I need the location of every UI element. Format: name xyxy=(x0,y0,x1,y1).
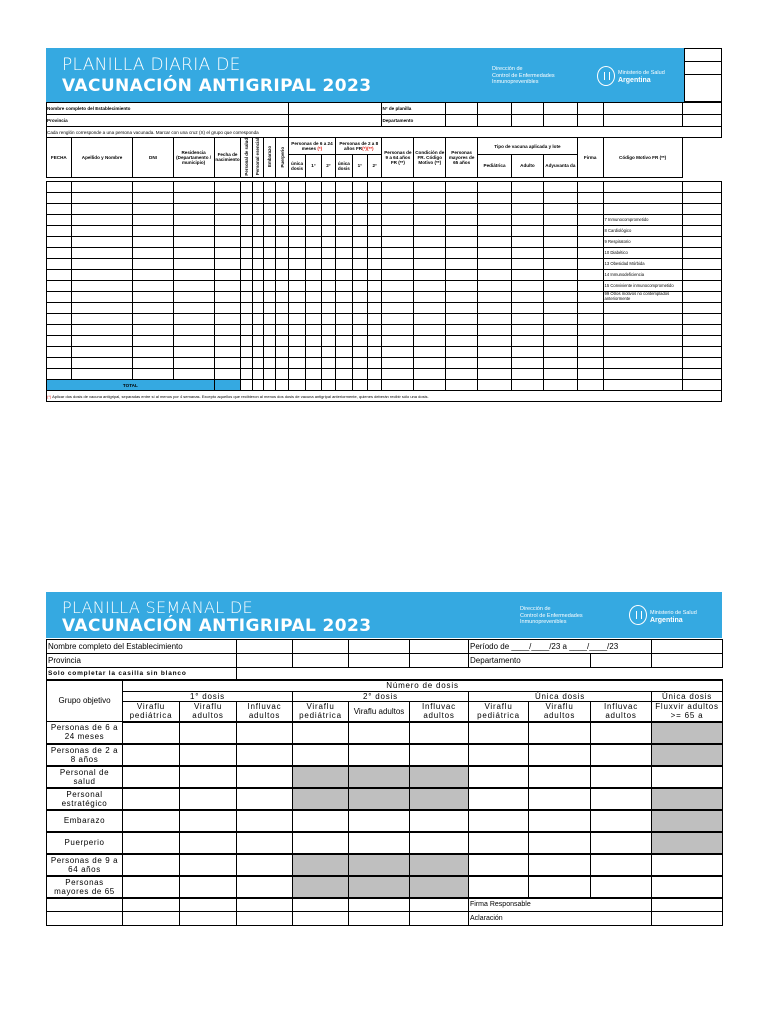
weekly-cell[interactable] xyxy=(410,832,469,854)
weekly-note: Solo completar la casilla sin blanco xyxy=(47,668,237,680)
weekly-cell-disabled xyxy=(652,722,723,744)
weekly-cell[interactable] xyxy=(349,832,410,854)
col-firma: Firma xyxy=(577,138,603,178)
total-label: TOTAL xyxy=(47,380,215,391)
weekly-cell[interactable] xyxy=(349,744,410,766)
department-label: Departamento xyxy=(382,115,446,127)
weekly-cell[interactable] xyxy=(123,766,180,788)
weekly-establishment-label: Nombre completo del Establecimiento xyxy=(47,640,237,654)
weekly-cell[interactable] xyxy=(529,766,591,788)
daily-right-margin xyxy=(684,48,722,102)
daily-row xyxy=(47,380,722,391)
weekly-single-dose: Única dosis xyxy=(469,692,652,702)
weekly-cell[interactable] xyxy=(123,876,180,898)
weekly-group-row xyxy=(47,810,723,832)
weekly-cell[interactable] xyxy=(469,788,529,810)
weekly-cell[interactable] xyxy=(410,744,469,766)
daily-row xyxy=(47,259,722,270)
weekly-cell[interactable] xyxy=(123,788,180,810)
weekly-cell[interactable] xyxy=(180,744,237,766)
sub-viraflu-adu-3: Viraflu adultos xyxy=(529,702,591,722)
weekly-cell[interactable] xyxy=(349,810,410,832)
weekly-cell[interactable] xyxy=(237,810,293,832)
weekly-cell[interactable] xyxy=(293,744,349,766)
weekly-cell[interactable] xyxy=(123,854,180,876)
weekly-cell[interactable] xyxy=(652,876,723,898)
daily-title-line1: PLANILLA DIARIA DE xyxy=(62,55,241,75)
col-fecha: FECHA xyxy=(47,138,72,178)
daily-row xyxy=(47,226,722,237)
footnote: (*) Aplicar dos dosis de vacuna antigripal, separadas entre sí al menos por 4 semanas. Excepto aquellos que recibieron al menos dos dosis de vacuna antigripal anteriormente, quienes deberán recibir sólo una dosis. xyxy=(47,391,722,402)
weekly-cell-disabled xyxy=(410,788,469,810)
col-mayores: Personas mayores de 65 años xyxy=(446,138,478,178)
sub-viraflu-ped-2: Viraflu pediátrica xyxy=(293,702,349,722)
weekly-cell[interactable] xyxy=(410,810,469,832)
col-personal-salud: Personal de salud xyxy=(244,138,250,176)
daily-row xyxy=(47,204,722,215)
weekly-cell[interactable] xyxy=(591,876,652,898)
daily-direction: Dirección de Control de Enfermedades Inmunoprevenibles xyxy=(492,66,555,85)
sub-viraflu-adu-1: Viraflu adultos xyxy=(180,702,237,722)
weekly-cell[interactable] xyxy=(237,766,293,788)
weekly-title-line1: PLANILLA SEMANAL DE xyxy=(62,598,253,617)
weekly-second-dose: 2° dosis xyxy=(293,692,469,702)
weekly-group-label-2: Personal de salud xyxy=(47,766,123,788)
instruction-text: Cada renglón corresponde a una persona vacunada. Marcar con una cruz (X) el grupo que corresponda xyxy=(47,127,289,138)
weekly-cell[interactable] xyxy=(237,832,293,854)
weekly-cell[interactable] xyxy=(652,854,723,876)
weekly-title-line2: VACUNACIÓN ANTIGRIPAL 2023 xyxy=(62,616,372,636)
province-value[interactable] xyxy=(288,115,382,127)
weekly-cell[interactable] xyxy=(652,766,723,788)
weekly-group-row xyxy=(47,854,723,876)
weekly-cell[interactable] xyxy=(180,722,237,744)
weekly-group-label-7: Personas mayores de 65 xyxy=(47,876,123,898)
col-embarazo: Embarazo xyxy=(267,146,273,168)
col-tipo-vacuna: Tipo de vacuna aplicada y lote xyxy=(478,138,578,155)
col-9a64: Personas de 9 a 64 años FR (**) xyxy=(382,138,414,178)
col-2a8-dose2: 2° xyxy=(367,155,381,178)
weekly-cell[interactable] xyxy=(180,810,237,832)
weekly-cell[interactable] xyxy=(591,722,652,744)
weekly-cell[interactable] xyxy=(529,744,591,766)
weekly-cell[interactable] xyxy=(180,854,237,876)
weekly-group-row xyxy=(47,788,723,810)
col-2a8-unica: única dosis xyxy=(336,155,352,178)
col-personal-esencial: Personal esencial xyxy=(255,138,261,176)
weekly-group-label: Grupo objetivo xyxy=(47,680,123,722)
weekly-cell[interactable] xyxy=(237,788,293,810)
weekly-group-row xyxy=(47,832,723,854)
province-label: Provincia xyxy=(47,115,289,127)
weekly-cell[interactable] xyxy=(180,876,237,898)
daily-banner xyxy=(46,48,684,102)
sub-influvac-2: Influvac adultos xyxy=(410,702,469,722)
fr-code: 7 Inmunocomprometido xyxy=(603,215,682,226)
sub-fluxvir: Fluxvir adultos >= 65 a xyxy=(652,702,723,722)
daily-rows xyxy=(46,181,722,402)
col-dni: DNI xyxy=(133,138,173,178)
daily-row xyxy=(47,215,722,226)
fr-code: 15 Conviviente inmunocomprometido xyxy=(603,281,682,292)
weekly-cell[interactable] xyxy=(237,744,293,766)
weekly-cell-disabled xyxy=(349,854,410,876)
weekly-direction: Dirección de Control de Enfermedades Inmunoprevenibles xyxy=(520,606,583,625)
weekly-department-label: Departamento xyxy=(469,654,591,668)
weekly-cell[interactable] xyxy=(469,832,529,854)
weekly-sheet xyxy=(46,592,722,937)
daily-row xyxy=(47,369,722,380)
weekly-cell[interactable] xyxy=(293,722,349,744)
col-6a24-unica: única dosis xyxy=(288,155,305,178)
weekly-cell[interactable] xyxy=(237,854,293,876)
daily-row xyxy=(47,270,722,281)
col-pediatrica: Pediátrica xyxy=(478,155,512,178)
sub-influvac-3: Influvac adultos xyxy=(591,702,652,722)
fr-code: 8 Cardiológico xyxy=(603,226,682,237)
fr-code: 14 Inmunodeficiencia xyxy=(603,270,682,281)
weekly-cell[interactable] xyxy=(410,722,469,744)
fr-code: 10 Diabético xyxy=(603,248,682,259)
fr-code: 99 Otros motivos no contemplados anteriormente xyxy=(603,292,682,303)
daily-row xyxy=(47,303,722,314)
weekly-group-row xyxy=(47,876,723,898)
weekly-cell[interactable] xyxy=(237,876,293,898)
daily-row xyxy=(47,336,722,347)
col-6a24-dose1: 1° xyxy=(306,155,321,178)
col-apellido: Apellido y Nombre xyxy=(71,138,133,178)
weekly-cell[interactable] xyxy=(293,832,349,854)
weekly-cell[interactable] xyxy=(180,788,237,810)
weekly-cell[interactable] xyxy=(469,722,529,744)
weekly-cell-disabled xyxy=(349,788,410,810)
weekly-cell[interactable] xyxy=(529,810,591,832)
col-condicion: Condición de FR. Código Motivo (**) xyxy=(414,138,446,178)
weekly-cell[interactable] xyxy=(591,766,652,788)
weekly-cell-disabled xyxy=(293,854,349,876)
daily-row xyxy=(47,248,722,259)
firma-label: Firma Responsable xyxy=(469,898,652,912)
weekly-cell[interactable] xyxy=(469,810,529,832)
daily-row xyxy=(47,347,722,358)
weekly-period[interactable]: Período de ____/____/23 a ____/____/23 xyxy=(469,640,652,654)
weekly-cell[interactable] xyxy=(349,722,410,744)
weekly-cell-disabled xyxy=(349,876,410,898)
weekly-cell[interactable] xyxy=(180,766,237,788)
daily-row xyxy=(47,237,722,248)
weekly-banner xyxy=(46,592,722,638)
weekly-cell[interactable] xyxy=(180,832,237,854)
weekly-doses-label: Número de dosis xyxy=(123,680,723,692)
col-fecha-nac: Fecha de nacimiento xyxy=(214,138,241,178)
daily-ministry: Ministerio de Salud Argentina xyxy=(618,70,665,84)
daily-row xyxy=(47,193,722,204)
aclaracion-label: Aclaración xyxy=(469,912,652,926)
col-6a24: Personas de 6 a 24 meses (*) xyxy=(288,138,335,155)
weekly-cell[interactable] xyxy=(123,744,180,766)
daily-row xyxy=(47,358,722,369)
weekly-ministry: Ministerio de Salud Argentina xyxy=(650,610,697,624)
weekly-group-label-5: Puerperio xyxy=(47,832,123,854)
weekly-cell[interactable] xyxy=(469,744,529,766)
weekly-group-row xyxy=(47,744,723,766)
weekly-cell[interactable] xyxy=(529,788,591,810)
daily-row xyxy=(47,182,722,193)
weekly-cell[interactable] xyxy=(123,832,180,854)
weekly-group-label-6: Personas de 9 a 64 años xyxy=(47,854,123,876)
establishment-value[interactable] xyxy=(288,103,382,115)
weekly-first-dose: 1° dosis xyxy=(123,692,293,702)
weekly-cell-disabled xyxy=(293,766,349,788)
col-2a8-dose1: 1° xyxy=(352,155,367,178)
sub-viraflu-ped-3: Viraflu pediátrica xyxy=(469,702,529,722)
weekly-cell-disabled xyxy=(410,876,469,898)
weekly-cell[interactable] xyxy=(293,810,349,832)
weekly-group-row xyxy=(47,766,723,788)
col-adyuvantada: Adyuvanta da xyxy=(543,155,577,178)
weekly-province-label: Provincia xyxy=(47,654,237,668)
sub-influvac-1: Influvac adultos xyxy=(237,702,293,722)
weekly-cell[interactable] xyxy=(591,788,652,810)
weekly-cell[interactable] xyxy=(237,722,293,744)
col-codigo: Código Motivo FR (**) xyxy=(603,138,682,178)
weekly-group-row xyxy=(47,722,723,744)
weekly-cell[interactable] xyxy=(591,832,652,854)
weekly-group-label-0: Personas de 6 a 24 meses xyxy=(47,722,123,744)
col-2a8: Personas de 2 a 8 años FR(*)(**) xyxy=(336,138,382,155)
weekly-cell[interactable] xyxy=(469,854,529,876)
weekly-group-label-3: Personal estratégico xyxy=(47,788,123,810)
argentina-seal-icon xyxy=(597,66,615,86)
weekly-group-label-4: Embarazo xyxy=(47,810,123,832)
fr-code: 13 Obesidad Mórbida xyxy=(603,259,682,270)
weekly-cell-disabled xyxy=(293,876,349,898)
daily-row xyxy=(47,325,722,336)
weekly-cell-disabled xyxy=(652,832,723,854)
daily-row xyxy=(47,292,722,303)
weekly-cell[interactable] xyxy=(591,854,652,876)
weekly-single-dose-b: Única dosis xyxy=(652,692,723,702)
daily-sheet xyxy=(46,48,722,401)
weekly-cell[interactable] xyxy=(529,832,591,854)
weekly-cell[interactable] xyxy=(591,744,652,766)
weekly-cell[interactable] xyxy=(591,810,652,832)
weekly-cell-disabled xyxy=(652,810,723,832)
weekly-cell-disabled xyxy=(410,766,469,788)
weekly-group-label-1: Personas de 2 a 8 años xyxy=(47,744,123,766)
col-adulto: Adulto xyxy=(512,155,544,178)
col-puerperio: Puerperio xyxy=(279,146,285,168)
fr-code: 9 Respiratorio xyxy=(603,237,682,248)
daily-row xyxy=(47,391,722,402)
weekly-cell[interactable] xyxy=(123,722,180,744)
weekly-cell[interactable] xyxy=(529,722,591,744)
weekly-cell-disabled xyxy=(293,788,349,810)
weekly-cell[interactable] xyxy=(469,876,529,898)
weekly-cell[interactable] xyxy=(529,854,591,876)
argentina-seal-icon xyxy=(629,605,647,625)
weekly-cell-disabled xyxy=(410,854,469,876)
establishment-label: Nombre completo del Establecimiento xyxy=(47,103,289,115)
col-residencia: Residencia (Departamento / municipio) xyxy=(173,138,214,178)
sheet-number-label: N° de planilla xyxy=(382,103,446,115)
daily-table xyxy=(46,102,722,178)
weekly-cell-disabled xyxy=(349,766,410,788)
daily-title-line2: VACUNACIÓN ANTIGRIPAL 2023 xyxy=(62,76,372,96)
sub-viraflu-ped-1: Viraflu pediátrica xyxy=(123,702,180,722)
weekly-cell[interactable] xyxy=(529,876,591,898)
daily-row xyxy=(47,281,722,292)
sub-viraflu-adu-2: Viraflu adultos xyxy=(349,702,410,722)
weekly-cell[interactable] xyxy=(469,766,529,788)
weekly-table xyxy=(46,639,723,926)
col-6a24-dose2: 2° xyxy=(321,155,335,178)
weekly-cell[interactable] xyxy=(123,810,180,832)
weekly-cell-disabled xyxy=(652,744,723,766)
daily-row xyxy=(47,314,722,325)
weekly-cell-disabled xyxy=(652,788,723,810)
